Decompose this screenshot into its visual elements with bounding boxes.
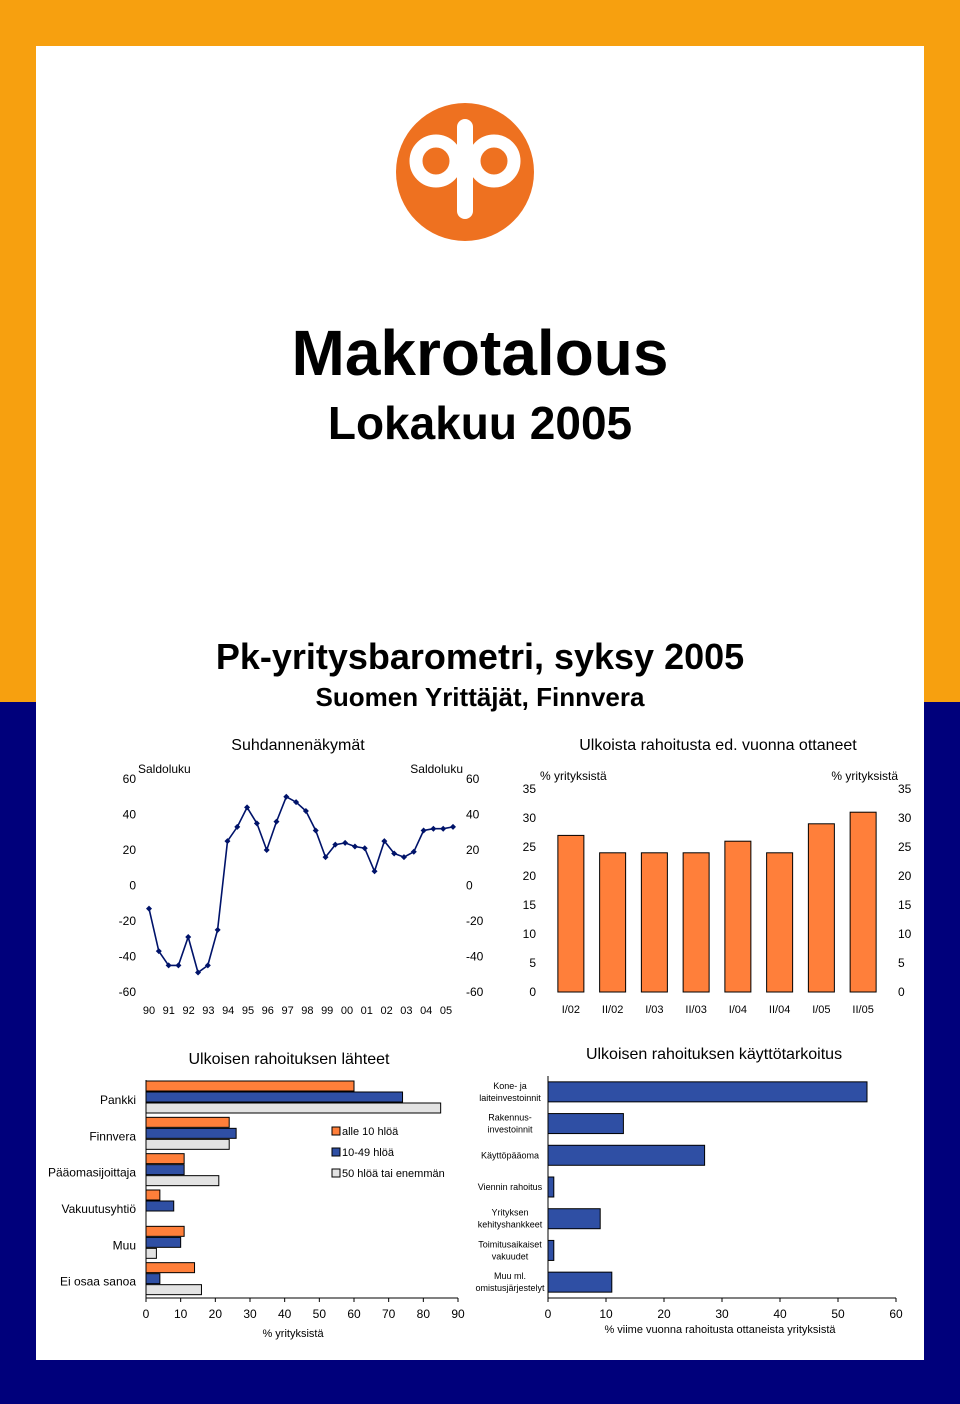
- y-tick-label-left: 15: [522, 898, 536, 912]
- legend-label: 10-49 hlöä: [342, 1147, 394, 1159]
- y-tick-label-left: 30: [522, 811, 536, 825]
- y-tick-label-left: 40: [122, 807, 136, 822]
- bar: [548, 1177, 554, 1197]
- x-tick-label: 0: [142, 1307, 150, 1321]
- bar: [146, 1201, 174, 1211]
- x-tick-label: 96: [261, 1005, 274, 1017]
- category-label: vakuudet: [491, 1251, 529, 1262]
- category-label: Kone- ja: [493, 1080, 527, 1091]
- bar: [808, 824, 834, 992]
- y-tick-label-left: 0: [529, 985, 536, 999]
- y-axis-label-left: % yrityksistä: [540, 769, 607, 783]
- category-label: Pankki: [99, 1093, 136, 1107]
- bar: [725, 841, 751, 992]
- x-tick-label: 92: [182, 1005, 195, 1017]
- x-tick-label: 99: [321, 1005, 334, 1017]
- bar: [146, 1117, 229, 1127]
- data-point: [175, 962, 181, 968]
- y-tick-label-right: -40: [466, 949, 484, 964]
- x-axis-label: % viime vuonna rahoitusta ottaneista yrityksistä: [604, 1324, 836, 1336]
- legend-swatch: [332, 1148, 340, 1156]
- op-logo-icon: [396, 103, 534, 241]
- ulkoista-rahoitusta-bar-chart: [500, 730, 930, 1030]
- x-tick-label: 30: [715, 1307, 729, 1321]
- bar: [548, 1082, 867, 1102]
- logo-stem: [457, 119, 473, 219]
- y-tick-label-right: 20: [898, 869, 912, 883]
- bar: [548, 1114, 623, 1134]
- x-tick-label: I/02: [561, 1004, 581, 1016]
- x-tick-label: II/02: [601, 1004, 624, 1016]
- y-tick-label-right: 10: [898, 927, 912, 941]
- x-tick-label: 80: [416, 1307, 431, 1321]
- y-tick-label-left: -40: [118, 949, 136, 964]
- x-tick-label: 50: [831, 1307, 845, 1321]
- data-point: [401, 854, 407, 860]
- x-tick-label: I/03: [645, 1004, 664, 1016]
- x-tick-label: 95: [241, 1005, 255, 1017]
- bar: [146, 1274, 160, 1284]
- y-tick-label-left: 20: [122, 843, 136, 857]
- y-tick-label-left: 60: [122, 772, 136, 786]
- data-point: [430, 826, 436, 832]
- x-tick-label: 05: [439, 1005, 453, 1017]
- y-tick-label-left: 20: [522, 869, 536, 883]
- bar: [558, 835, 584, 992]
- x-tick-label: 90: [142, 1005, 156, 1017]
- x-axis-label: % yrityksistä: [262, 1328, 324, 1340]
- category-label: Rakennus-: [488, 1112, 532, 1123]
- x-tick-label: 60: [889, 1307, 903, 1321]
- x-tick-label: 70: [381, 1307, 396, 1321]
- bar: [641, 853, 667, 992]
- section-subtitle: Suomen Yrittäjät, Finnvera: [315, 682, 645, 712]
- chart-title: Ulkoisen rahoituksen lähteet: [188, 1051, 390, 1068]
- data-point: [362, 845, 368, 851]
- bar: [146, 1081, 354, 1091]
- bar: [146, 1263, 195, 1273]
- chart-title: Ulkoista rahoitusta ed. vuonna ottaneet: [579, 737, 857, 754]
- data-point: [411, 849, 417, 855]
- y-axis-label-right: Saldoluku: [410, 762, 463, 776]
- series-line: [149, 797, 453, 973]
- y-tick-label-left: 25: [522, 840, 536, 854]
- bar: [146, 1285, 201, 1295]
- bar: [683, 853, 709, 992]
- bar: [146, 1176, 219, 1186]
- legend-swatch: [332, 1127, 340, 1135]
- bar: [146, 1248, 156, 1258]
- y-tick-label-right: 5: [898, 956, 905, 970]
- category-label: Ei osaa sanoa: [59, 1274, 136, 1289]
- rahoituksen-lahteet-bar-chart: [36, 1040, 496, 1350]
- x-tick-label: 03: [400, 1005, 413, 1017]
- data-point: [372, 868, 378, 874]
- data-point: [146, 906, 152, 912]
- bar: [146, 1237, 181, 1247]
- bar: [767, 853, 793, 992]
- bar: [146, 1139, 229, 1149]
- rahoituksen-kayttotarkoitus-bar-chart: [470, 1040, 903, 1350]
- x-tick-label: II/04: [768, 1004, 791, 1016]
- x-tick-label: 10: [173, 1307, 188, 1321]
- data-point: [273, 819, 279, 825]
- y-tick-label-left: 10: [522, 927, 536, 941]
- bar: [146, 1165, 184, 1175]
- x-tick-label: 00: [340, 1005, 354, 1017]
- y-tick-label-left: -60: [118, 985, 136, 999]
- x-tick-label: 20: [208, 1307, 223, 1321]
- y-tick-label-right: 0: [466, 878, 473, 893]
- chart-title: Suhdannenäkymät: [231, 737, 365, 754]
- page-subtitle: Lokakuu 2005: [327, 397, 633, 449]
- x-tick-label: 91: [162, 1005, 175, 1017]
- y-tick-label-right: 30: [898, 811, 912, 825]
- bar: [146, 1103, 441, 1113]
- y-tick-label-right: 40: [466, 807, 480, 822]
- bar: [600, 853, 626, 992]
- y-tick-label-left: -20: [118, 914, 136, 928]
- y-tick-label-right: -20: [466, 914, 484, 928]
- category-label: Muu ml.: [493, 1271, 527, 1282]
- category-label: Viennin rahoitus: [477, 1182, 543, 1192]
- y-tick-label-left: 0: [129, 878, 136, 893]
- category-label: kehityshankkeet: [477, 1219, 543, 1230]
- data-point: [283, 794, 289, 800]
- y-tick-label-left: 35: [522, 782, 536, 796]
- bar: [146, 1154, 184, 1164]
- bar: [548, 1209, 600, 1229]
- x-tick-label: I/04: [728, 1004, 748, 1016]
- section-title: Pk-yritysbarometri, syksy 2005: [215, 636, 745, 677]
- category-label: Finnvera: [89, 1129, 136, 1144]
- category-label: Toimitusaikaiset: [478, 1239, 542, 1250]
- x-tick-label: 01: [360, 1005, 373, 1017]
- data-point: [450, 824, 456, 830]
- y-axis-label-left: Saldoluku: [138, 762, 191, 776]
- page-title: Makrotalous: [291, 317, 669, 389]
- data-point: [342, 840, 348, 846]
- suhdannenakymat-line-chart: [100, 730, 500, 1030]
- bar: [850, 812, 876, 992]
- category-label: laiteinvestoinnit: [479, 1092, 541, 1103]
- bar: [146, 1190, 160, 1200]
- y-tick-label-right: 60: [466, 772, 480, 786]
- bar: [146, 1226, 184, 1236]
- x-tick-label: I/05: [812, 1004, 831, 1016]
- x-tick-label: II/05: [852, 1004, 874, 1016]
- data-point: [421, 827, 427, 833]
- x-tick-label: 90: [451, 1307, 465, 1321]
- bar: [146, 1128, 236, 1138]
- y-tick-label-right: -60: [466, 985, 484, 999]
- x-tick-label: 04: [420, 1005, 433, 1017]
- y-axis-label-right: % yrityksistä: [831, 769, 898, 783]
- data-point: [352, 843, 358, 849]
- x-tick-label: 20: [657, 1307, 671, 1321]
- x-tick-label: 60: [347, 1307, 361, 1321]
- category-label: Pääomasijoittaja: [47, 1165, 136, 1180]
- y-tick-label-left: 5: [529, 956, 536, 970]
- data-point: [313, 827, 319, 833]
- bar: [548, 1145, 705, 1165]
- x-tick-label: 97: [281, 1005, 294, 1017]
- legend-swatch: [332, 1169, 340, 1177]
- x-tick-label: 02: [380, 1005, 393, 1017]
- category-label: Muu: [112, 1238, 136, 1253]
- category-label: investoinnit: [487, 1124, 533, 1135]
- data-point: [185, 934, 191, 940]
- x-tick-label: 40: [277, 1307, 292, 1321]
- y-tick-label-right: 0: [898, 985, 905, 999]
- legend-label: 50 hlöä tai enemmän: [342, 1168, 445, 1180]
- category-label: Vakuutusyhtiö: [61, 1202, 136, 1216]
- x-tick-label: 40: [773, 1307, 787, 1321]
- data-point: [215, 927, 221, 933]
- x-tick-label: 94: [222, 1005, 235, 1017]
- x-tick-label: 30: [243, 1307, 257, 1321]
- category-label: Käyttöpääoma: [480, 1150, 540, 1161]
- legend-label: alle 10 hlöä: [342, 1126, 399, 1138]
- bar: [548, 1272, 612, 1292]
- y-tick-label-right: 20: [466, 843, 480, 857]
- category-label: omistusjärjestelyt: [475, 1283, 545, 1294]
- y-tick-label-right: 25: [898, 840, 912, 854]
- data-point: [440, 826, 446, 832]
- x-tick-label: 50: [312, 1307, 327, 1321]
- x-tick-label: 0: [544, 1307, 552, 1321]
- y-tick-label-right: 15: [898, 898, 912, 912]
- bar: [146, 1092, 403, 1102]
- chart-title: Ulkoisen rahoituksen käyttötarkoitus: [585, 1046, 843, 1063]
- data-point: [264, 847, 270, 853]
- y-tick-label-right: 35: [898, 782, 912, 796]
- x-tick-label: 93: [202, 1005, 215, 1017]
- category-label: Yrityksen: [491, 1207, 529, 1218]
- bar: [548, 1240, 554, 1260]
- x-tick-label: 10: [599, 1307, 613, 1321]
- x-tick-label: 98: [301, 1005, 314, 1017]
- x-tick-label: II/03: [685, 1004, 707, 1016]
